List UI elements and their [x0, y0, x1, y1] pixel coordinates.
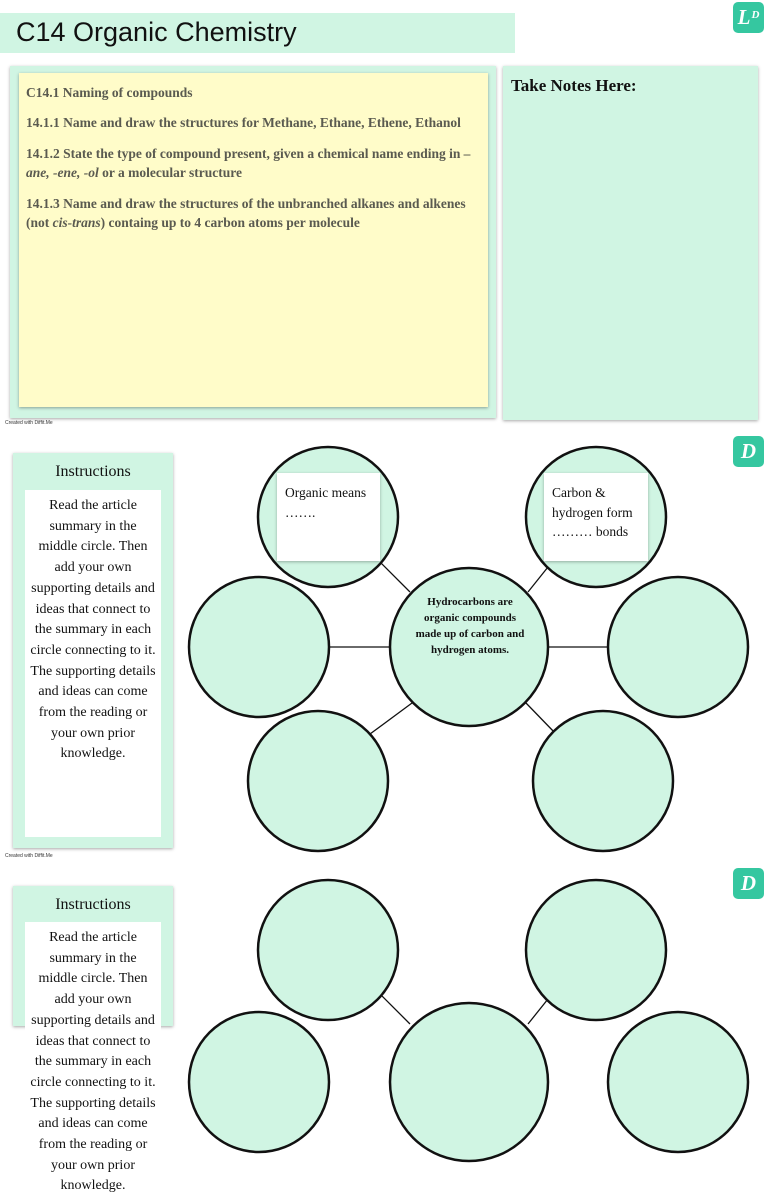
badge-superscript: D	[751, 8, 760, 21]
credit-text: Created with Diffit.Me	[5, 420, 53, 426]
notes-title: Take Notes Here:	[511, 76, 637, 95]
idea-circle[interactable]	[533, 711, 673, 851]
diffit-badge: D	[733, 436, 764, 467]
page-title: C14 Organic Chemistry	[16, 17, 297, 47]
connector-line	[380, 994, 410, 1024]
center-circle	[390, 1003, 548, 1161]
idea-circle[interactable]	[526, 880, 666, 1020]
idea-circle[interactable]	[189, 577, 329, 717]
instructions-heading: Instructions	[55, 896, 131, 913]
connector-line	[370, 703, 412, 734]
connector-line	[380, 562, 410, 592]
credit-text: Created with Diffit.Me	[5, 853, 53, 859]
notes-panel[interactable]	[503, 66, 758, 420]
objectives-heading: C14.1 Naming of compounds	[26, 85, 193, 100]
idea-circle[interactable]	[189, 1012, 329, 1152]
idea-circle[interactable]	[248, 711, 388, 851]
idea-web-2	[0, 870, 768, 1024]
objective-14-1-3: 14.1.3 Name and draw the structures of the unbranched alkanes and alkenes (not cis-trans) containg up to 4 carbon atoms per molecule	[26, 196, 466, 230]
idea-web-1	[0, 440, 768, 860]
badge-letter: L	[737, 5, 751, 29]
idea-circle[interactable]	[258, 880, 398, 1020]
idea-circle[interactable]	[608, 1012, 748, 1152]
instructions-text: Read the article summary in the middle circle. Then add your own supporting details and ideas that connect to the summary in each circle connecting to it. The supporting details and ideas can come from the reading or your own prior knowledge.	[25, 490, 161, 837]
idea-circle[interactable]	[608, 577, 748, 717]
prompt-card-organic[interactable]: Organic means …….	[277, 473, 380, 561]
instructions-text: Read the article summary in the middle circle. Then add your own supporting details and ideas that connect to the summary in each circle connecting to it. The supporting details and ideas can come from the reading or your own prior knowledge.	[25, 922, 161, 1032]
objective-14-1-1: 14.1.1 Name and draw the structures for Methane, Ethane, Ethene, Ethanol	[26, 115, 461, 130]
center-summary-text: Hydrocarbons are organic compounds made up of carbon and hydrogen atoms.	[415, 596, 525, 656]
objectives-card	[19, 73, 488, 407]
objective-14-1-2: 14.1.2 State the type of compound present, given a chemical name ending in –ane, -ene, -ol or a molecular structure	[26, 146, 471, 180]
diffit-badge: D	[733, 868, 764, 899]
instructions-heading: Instructions	[55, 463, 131, 480]
connector-line	[526, 703, 556, 734]
prompt-card-bonds[interactable]: Carbon & hydrogen form ……… bonds	[544, 473, 648, 561]
diffit-logo-badge	[733, 2, 764, 33]
